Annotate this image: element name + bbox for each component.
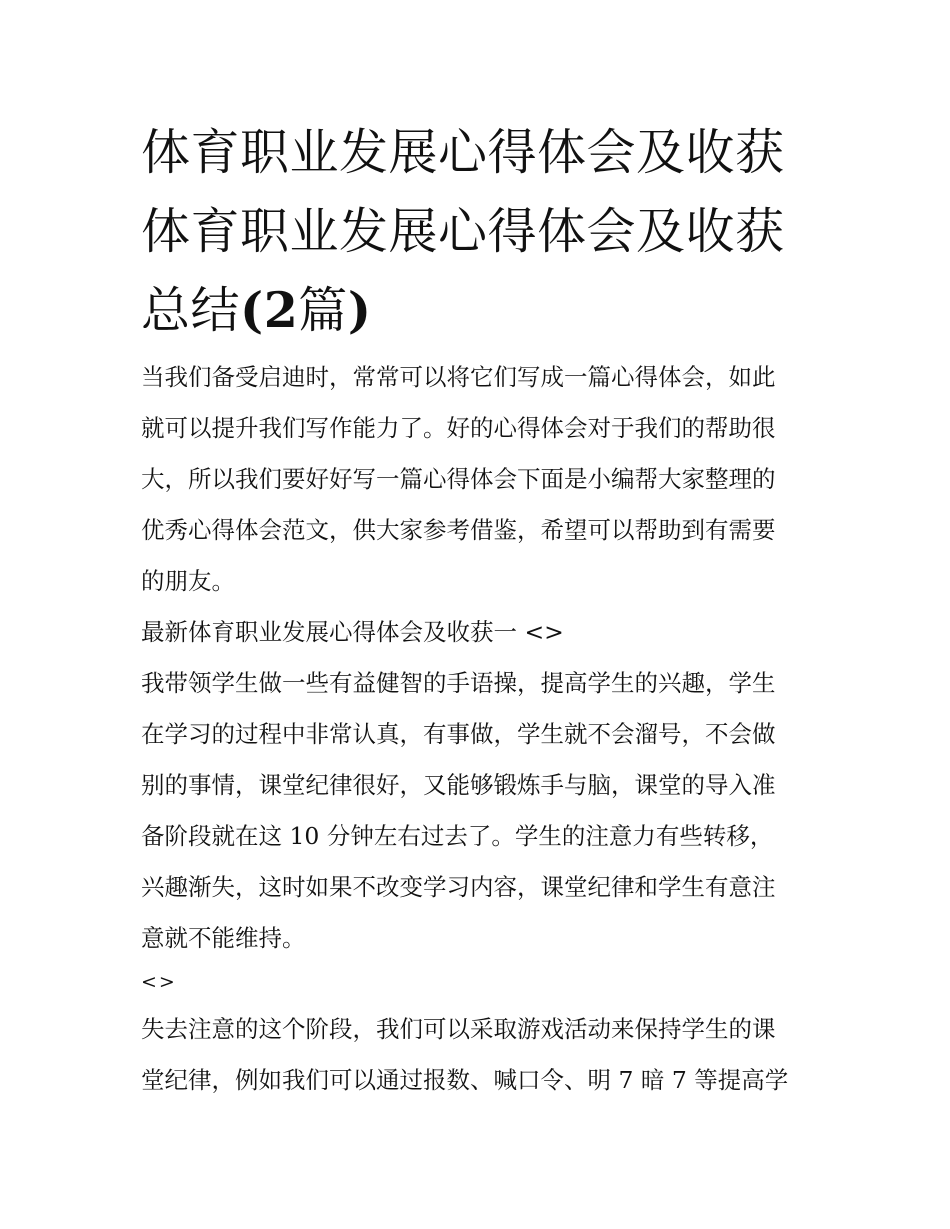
title-line-1: 体育职业发展心得体会及收获 [141, 124, 785, 181]
intro-paragraph [141, 352, 821, 607]
section1-line: 备阶段就在这 10 分钟左右过去了。学生的注意力有些转移， [141, 822, 774, 850]
section1-line: 在学习的过程中非常认真，有事做，学生就不会溜号，不会做 [141, 720, 776, 748]
section-marker [141, 957, 821, 1008]
section2-line: 失去注意的这个阶段，我们可以采取游戏活动来保持学生的课 [141, 1015, 776, 1043]
section2-line: 堂纪律，例如我们可以通过报数、喊口令、明 7 暗 7 等提高学 [141, 1066, 789, 1094]
title-line-3-text: 总结 [141, 282, 241, 339]
section1-line: 意就不能维持。 [141, 924, 306, 952]
title-line-2: 体育职业发展心得体会及收获 [141, 203, 785, 260]
intro-line: 大，所以我们要好好写一篇心得体会下面是小编帮大家整理的 [141, 465, 776, 493]
title-count-close: ) [347, 281, 372, 339]
title-count-unit: 篇 [298, 282, 348, 339]
section-heading [141, 607, 821, 658]
intro-line: 的朋友。 [141, 567, 235, 595]
section1-line: 我带领学生做一些有益健智的手语操，提高学生的兴趣，学生 [141, 669, 776, 697]
intro-line: 当我们备受启迪时，常常可以将它们写成一篇心得体会，如此 [141, 363, 776, 391]
intro-line: 优秀心得体会范文，供大家参考借鉴，希望可以帮助到有需要 [141, 516, 776, 544]
section2-paragraph [141, 1004, 821, 1106]
section1-paragraph [141, 658, 821, 964]
section1-line: 兴趣渐失，这时如果不改变学习内容，课堂纪律和学生有意注 [141, 873, 776, 901]
section-heading-text: 最新体育职业发展心得体会及收获一 <> [141, 618, 564, 646]
document-title [141, 113, 821, 350]
section-marker-text: <> [141, 971, 177, 993]
title-count-open: (2 [240, 281, 299, 339]
section1-line: 别的事情，课堂纪律很好，又能够锻炼手与脑，课堂的导入准 [141, 771, 776, 799]
intro-line: 就可以提升我们写作能力了。好的心得体会对于我们的帮助很 [141, 414, 776, 442]
title-line-3 [141, 271, 821, 350]
